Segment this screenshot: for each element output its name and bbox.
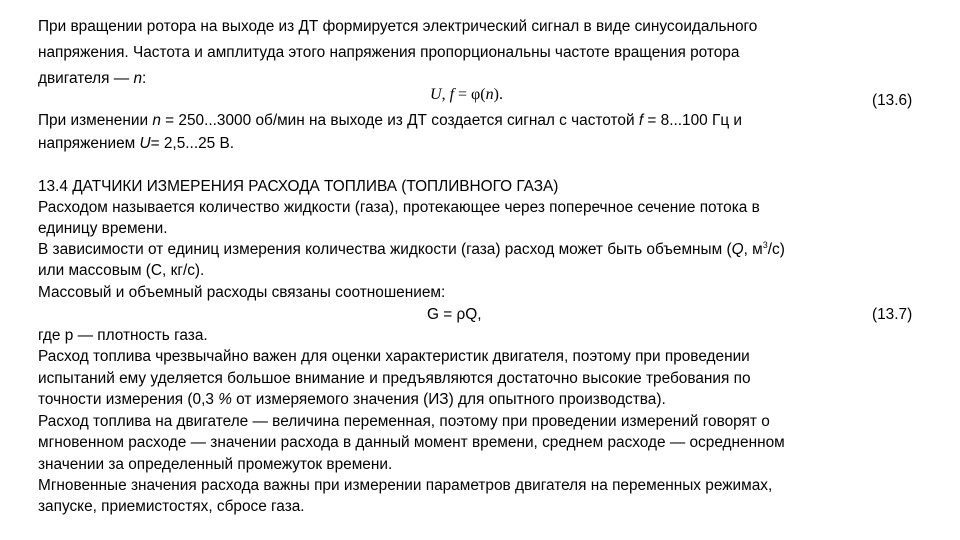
text-run: = 250...3000 об/мин на выходе из ДТ создается сигнал с частотой	[160, 112, 639, 129]
variable-n: n	[152, 112, 161, 129]
paragraph-8-line-1: Расход топлива на двигателе — величина переменная, поэтому при проведении измерений говорят о	[38, 413, 770, 430]
variable-u: U	[139, 135, 151, 152]
variable-u: U	[430, 86, 442, 103]
formula-separator: ,	[441, 86, 446, 103]
paragraph-4-line-1	[38, 239, 785, 260]
formula-close-paren: ).	[493, 86, 503, 103]
formula-13-7: G = ρQ,	[427, 306, 482, 323]
variable-q: Q	[731, 241, 744, 258]
paragraph-1-line-3	[38, 68, 146, 89]
paragraph-3-line-1: Расходом называется количество жидкости (газа), протекающее через поперечное сечение потока в	[38, 199, 760, 216]
paragraph-8-line-3: значении за определенный промежуток времени.	[38, 456, 393, 473]
paragraph-4-line-2: или массовым (С, кг/с).	[38, 262, 205, 279]
paragraph-7-line-2: испытаний ему уделяется большое внимание и предъявляются достаточно высокие требования по	[38, 370, 751, 387]
text-run: :	[142, 70, 147, 87]
superscript-3: 3	[762, 240, 768, 250]
text-run: = 2,5...25 В.	[150, 135, 235, 152]
text-run: В зависимости от единиц измерения количества жидкости (газа) расход может быть объемным (	[38, 241, 732, 258]
formula-equals: =	[454, 86, 472, 103]
paragraph-7-line-1: Расход топлива чрезвычайно важен для оценки характеристик двигателя, поэтому при проведении	[38, 348, 750, 365]
variable-n: n	[485, 86, 494, 103]
paragraph-2-line-1	[38, 110, 742, 131]
paragraph-9-line-1: Мгновенные значения расхода важны при измерении параметров двигателя на переменных режимах,	[38, 477, 773, 494]
paragraph-5-line-1: Массовый и объемный расходы связаны соотношением:	[38, 284, 446, 301]
paragraph-2-line-2	[38, 133, 234, 154]
variable-f: f	[449, 86, 455, 103]
paragraph-6-line-1: где р — плотность газа.	[38, 327, 208, 344]
paragraph-7-line-3	[38, 389, 666, 410]
paragraph-1-line-1: При вращении ротора на выходе из ДТ формируется электрический сигнал в виде синусоидального	[38, 18, 758, 35]
paragraph-9-line-2: запуске, приемистостях, сбросе газа.	[38, 498, 305, 515]
text-run: точности измерения (0,3	[38, 391, 219, 408]
equation-number-13-6: (13.6)	[872, 92, 913, 109]
section-heading: 13.4 ДАТЧИКИ ИЗМЕРЕНИЯ РАСХОДА ТОПЛИВА (ТОПЛИВНОГО ГАЗА)	[38, 178, 559, 195]
formula-open-paren: (	[480, 86, 486, 103]
percent-sign: %	[218, 391, 232, 408]
paragraph-1-line-2: напряжения. Частота и амплитуда этого напряжения пропорциональны частоте вращения ротора	[38, 44, 740, 61]
text-run: /с)	[767, 241, 785, 258]
phi-symbol: φ	[471, 86, 481, 103]
text-run: , м	[743, 241, 763, 258]
text-run: При изменении	[38, 112, 153, 129]
paragraph-8-line-2: мгновенном расходе — значении расхода в данный момент времени, среднем расходе — осредненном	[38, 434, 785, 451]
text-run: = 8...100 Гц и	[643, 112, 743, 129]
paragraph-3-line-2: единицу времени.	[38, 220, 168, 237]
text-run: от измеряемого значения (ИЗ) для опытного производства).	[231, 391, 666, 408]
variable-f: f	[638, 112, 644, 129]
formula-13-6	[430, 84, 503, 105]
text-run: двигателя —	[38, 70, 134, 87]
equation-number-13-7: (13.7)	[872, 306, 913, 323]
variable-n: n	[133, 70, 142, 87]
text-run: напряжением	[38, 135, 140, 152]
